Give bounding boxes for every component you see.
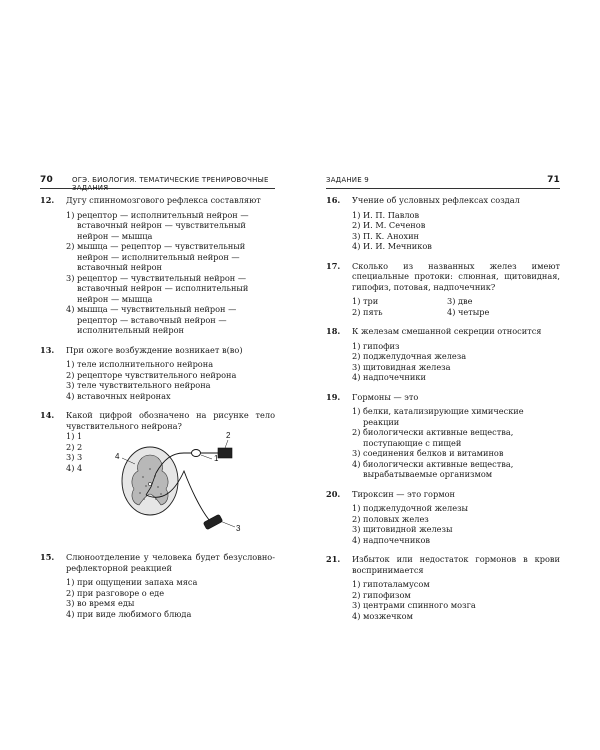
answer-option <box>66 609 275 620</box>
answer-option <box>352 406 560 427</box>
option-text: биологически активные вещества, поступающие с пищей <box>363 427 514 448</box>
answer-option <box>66 359 275 370</box>
option-text: при виде любимого блюда <box>77 608 192 619</box>
answer-option <box>352 503 560 514</box>
option-label: 2) <box>352 427 361 437</box>
question-text: Тироксин — это гормон <box>352 488 455 499</box>
answer-option <box>352 590 560 601</box>
answer-option <box>352 296 447 307</box>
option-text: надпочечники <box>363 372 426 382</box>
question-19 <box>326 392 560 480</box>
option-label: 1) <box>66 209 75 220</box>
option-text: поджелудочная железа <box>363 351 467 361</box>
answer-option <box>352 307 447 318</box>
question-text: К железам смешанной секреции относится <box>352 326 542 336</box>
option-text: три <box>363 296 379 306</box>
option-label: 4) <box>352 241 361 251</box>
option-label: 4) <box>352 458 361 469</box>
answer-option <box>352 514 560 525</box>
figure-label-1: 1 <box>214 454 219 463</box>
question-text: Сколько из названных желез имеют специальные протоки: слюнная, щитовидная, гипофиз, потовая, надпочечник? <box>352 260 560 292</box>
question-number: 21. <box>326 554 341 564</box>
answer-option <box>66 210 275 242</box>
answer-option <box>352 448 560 459</box>
option-text: мышца — рецептор — чувствительный нейрон — исполнительный нейрон — вставочный нейрон <box>77 241 246 272</box>
left-page-content <box>40 195 275 628</box>
question-18 <box>326 326 560 383</box>
option-text: мышца — чувствительный нейрон — рецептор — вставочный нейрон — исполнительный нейрон <box>77 304 237 335</box>
question-number: 17. <box>326 260 341 271</box>
answer-option <box>66 304 275 336</box>
answer-option <box>352 220 560 231</box>
question-number: 16. <box>326 195 341 205</box>
answer-options <box>352 341 560 383</box>
option-text: вставочных нейронах <box>77 390 171 401</box>
option-text: щитовидная железа <box>363 361 451 372</box>
answer-option <box>66 577 275 588</box>
option-label: 3) <box>352 361 361 372</box>
option-text: рецепторе чувствительного нейрона <box>77 369 237 380</box>
sensory-neuron-body <box>192 450 201 457</box>
question-20 <box>326 489 560 546</box>
question-number: 19. <box>326 391 341 402</box>
option-label: 1) <box>352 503 361 513</box>
leader-line-3 <box>220 521 235 527</box>
answer-option <box>352 351 560 362</box>
running-header-title: ЗАДАНИЕ 9 <box>326 176 369 184</box>
question-21 <box>326 554 560 621</box>
question-14 <box>40 410 275 543</box>
right-page-header <box>326 174 560 189</box>
question-number: 15. <box>40 552 55 562</box>
figure-label-2: 2 <box>226 431 231 440</box>
answer-options <box>352 503 560 545</box>
option-label: 3) <box>66 598 75 608</box>
answer-option <box>66 370 275 381</box>
option-text: И. П. Павлов <box>363 209 420 220</box>
option-label: 1) <box>66 577 75 587</box>
answer-options <box>352 296 560 317</box>
option-text: белки, катализирующие химические реакции <box>363 406 524 427</box>
question-16 <box>326 195 560 252</box>
option-label: 2) <box>352 513 361 524</box>
option-text: И. И. Мечников <box>363 241 432 251</box>
option-label: 1) <box>352 406 361 416</box>
answer-option <box>66 431 106 442</box>
option-text: щитовидной железы <box>363 524 453 534</box>
option-text: 4 <box>77 462 83 473</box>
option-label: 4) <box>352 610 361 621</box>
option-label: 2) <box>352 306 361 317</box>
question-text: Какой цифрой обозначено на рисунке тело чувствительного нейрона? <box>66 410 275 431</box>
option-label: 2) <box>66 241 75 251</box>
question-text: При ожоге возбуждение возникает в(во) <box>66 344 243 355</box>
answer-option <box>447 296 560 307</box>
reflex-arc-diagram <box>108 431 278 543</box>
option-text: 3 <box>77 452 83 462</box>
option-text: рецептор — чувствительный нейрон — вставочный нейрон — исполнительный нейрон — мышца <box>77 272 249 304</box>
answer-option <box>66 442 106 453</box>
option-label: 2) <box>352 351 361 361</box>
answer-option <box>352 579 560 590</box>
right-page <box>300 0 600 750</box>
option-label: 1) <box>352 209 361 220</box>
question-17 <box>326 261 560 318</box>
option-label: 4) <box>352 534 361 545</box>
figure-label-3: 3 <box>236 524 241 533</box>
question-text: Слюноотделение у человека будет безусловно-рефлекторной реакцией <box>66 552 275 573</box>
option-text: теле чувствительного нейрона <box>77 380 211 390</box>
option-text: теле исполнительного нейрона <box>77 359 214 369</box>
option-text: гипофиз <box>363 340 400 351</box>
option-label: 1) <box>352 296 361 306</box>
option-label: 3) <box>66 380 75 390</box>
option-text: две <box>458 296 473 306</box>
option-label: 2) <box>66 369 75 380</box>
option-label: 2) <box>352 220 361 230</box>
option-label: 2) <box>66 441 75 452</box>
answer-option <box>66 463 106 474</box>
answer-option <box>66 273 275 305</box>
question-text: Дугу спинномозгового рефлекса составляют <box>66 195 261 205</box>
answer-options <box>66 431 106 473</box>
question-15 <box>40 552 275 619</box>
receptor-skin <box>218 448 232 458</box>
answer-option <box>66 452 106 463</box>
option-label: 1) <box>352 579 361 589</box>
option-label: 4) <box>66 390 75 401</box>
page-number: 71 <box>547 175 560 185</box>
option-label: 1) <box>352 340 361 351</box>
option-text: биологически активные вещества, вырабатываемые организмом <box>363 458 514 479</box>
question-text: Учение об условных рефлексах создал <box>352 195 520 205</box>
question-number: 13. <box>40 344 55 355</box>
answer-option <box>352 459 560 480</box>
leader-line-1 <box>201 455 212 459</box>
leader-line-2 <box>225 440 228 448</box>
option-text: во время еды <box>77 598 135 608</box>
answer-options <box>352 210 560 252</box>
answer-option <box>352 231 560 242</box>
question-13 <box>40 345 275 402</box>
option-label: 3) <box>66 272 75 283</box>
option-label: 4) <box>66 608 75 619</box>
answer-option <box>66 598 275 609</box>
answer-option <box>66 391 275 402</box>
answer-option <box>66 241 275 273</box>
answer-options <box>352 579 560 621</box>
option-label: 4) <box>447 306 456 317</box>
option-text: 2 <box>77 441 83 452</box>
answer-options <box>66 210 275 336</box>
option-text: И. М. Сеченов <box>363 220 426 230</box>
option-text: центрами спинного мозга <box>363 600 476 610</box>
right-page-content <box>326 195 560 630</box>
answer-option <box>66 380 275 391</box>
answer-option <box>352 241 560 252</box>
answer-option <box>352 535 560 546</box>
answer-options <box>352 406 560 480</box>
option-text: мозжечком <box>363 610 413 621</box>
answer-option <box>66 588 275 599</box>
answer-option <box>352 600 560 611</box>
option-label: 2) <box>66 587 75 598</box>
running-header-title: ОГЭ. БИОЛОГИЯ. ТЕМАТИЧЕСКИЕ ТРЕНИРОВОЧНЫЕ ЗАДАНИЯ <box>72 176 269 192</box>
option-label: 4) <box>66 304 75 314</box>
option-label: 4) <box>352 372 361 382</box>
option-label: 2) <box>352 589 361 600</box>
figure-label-4: 4 <box>115 452 120 461</box>
option-text: при разговоре о еде <box>77 587 165 598</box>
option-label: 3) <box>352 448 361 458</box>
option-text: половых желез <box>363 513 429 524</box>
question-text: Избыток или недостаток гормонов в крови воспринимается <box>352 554 560 575</box>
question-number: 14. <box>40 410 55 420</box>
option-text: гипоталамусом <box>363 579 430 589</box>
answer-options <box>66 359 275 401</box>
option-label: 3) <box>447 296 456 306</box>
question-number: 18. <box>326 326 341 336</box>
answer-options <box>66 577 275 619</box>
option-text: при ощущении запаха мяса <box>77 577 198 587</box>
question-figure-area <box>66 431 275 543</box>
option-text: рецептор — исполнительный нейрон — вставочный нейрон — чувствительный нейрон — мышца <box>77 209 249 241</box>
option-text: гипофизом <box>363 589 411 600</box>
option-text: поджелудочной железы <box>363 503 469 513</box>
option-label: 1) <box>66 431 75 441</box>
left-page-header <box>40 174 275 192</box>
option-label: 3) <box>352 230 361 241</box>
answer-option <box>352 372 560 383</box>
page-number: 70 <box>40 175 53 185</box>
answer-option <box>447 307 560 318</box>
answer-option <box>352 362 560 373</box>
option-text: четыре <box>458 306 490 317</box>
question-text: Гормоны — это <box>352 391 419 402</box>
question-number: 20. <box>326 488 341 499</box>
central-canal <box>148 482 151 485</box>
option-label: 3) <box>66 452 75 462</box>
question-number: 12. <box>40 195 55 205</box>
option-label: 4) <box>66 462 75 473</box>
answer-option <box>352 524 560 535</box>
answer-option <box>352 611 560 622</box>
option-text: 1 <box>77 431 83 441</box>
question-12 <box>40 195 275 336</box>
answer-option <box>352 427 560 448</box>
option-label: 3) <box>352 600 361 610</box>
option-label: 1) <box>66 359 75 369</box>
option-text: П. К. Анохин <box>363 230 420 241</box>
option-label: 3) <box>352 524 361 534</box>
option-text: пять <box>363 306 383 317</box>
option-text: надпочечников <box>363 534 431 545</box>
option-text: соединения белков и витаминов <box>363 448 504 458</box>
answer-option <box>352 210 560 221</box>
answer-option <box>352 341 560 352</box>
